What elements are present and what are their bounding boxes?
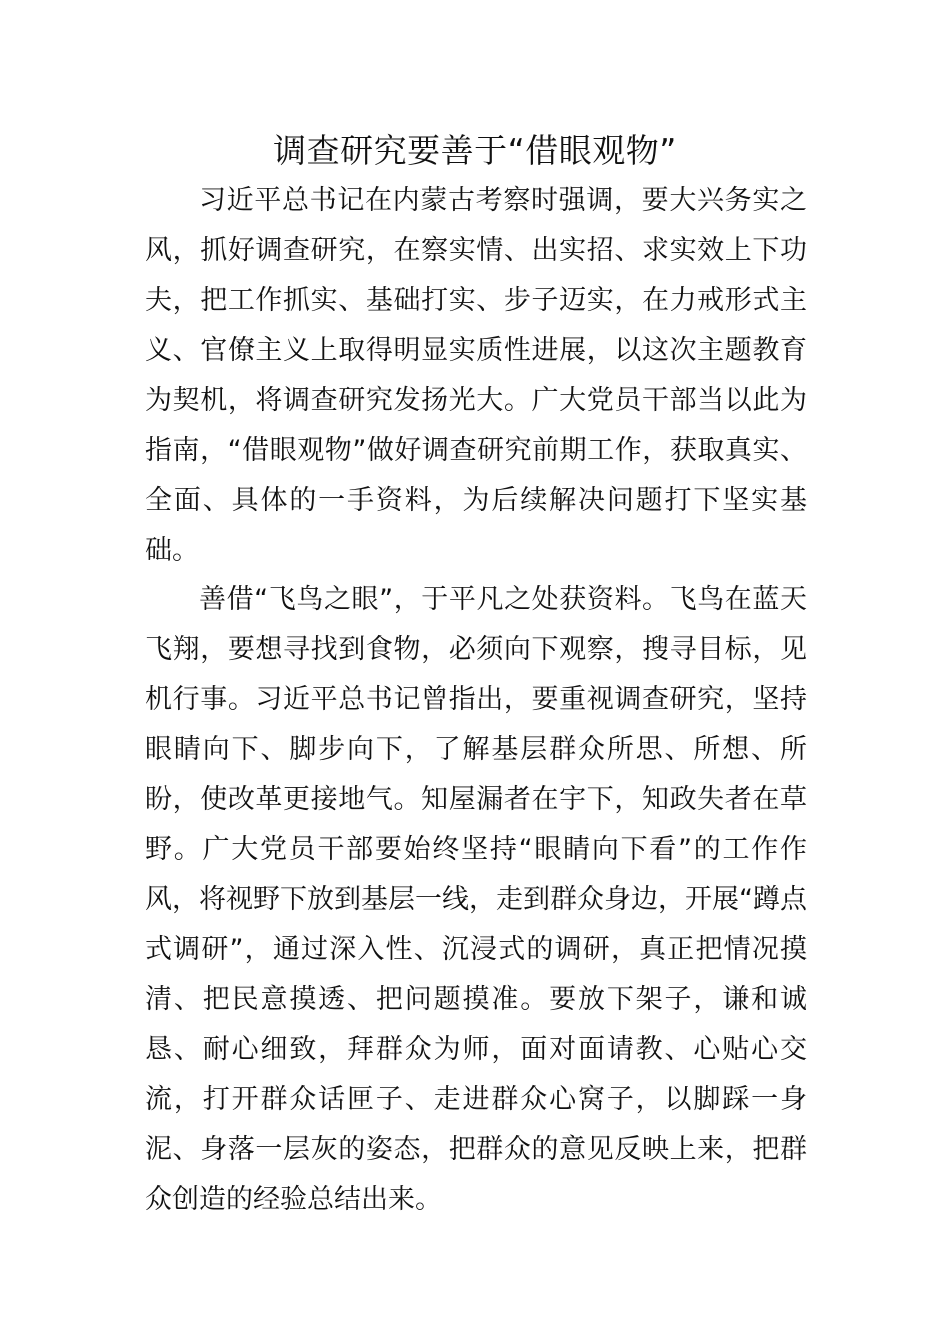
paragraph-intro: 习近平总书记在内蒙古考察时强调，要大兴务实之风，抓好调查研究，在察实情、出实招、求实效上下功夫，把工作抓实、基础打实、步子迈实，在力戒形式主义、官僚主义上取得明显实质性进展，以这次主题教育为契机，将调查研究发扬光大。广大党员干部当以此为指南，“借眼观物”做好调查研究前期工作，获取真实、全面、具体的一手资料，为后续解决问题打下坚实基础。	[145, 185, 807, 566]
document-title: 调查研究要善于“借眼观物”	[273, 131, 677, 170]
paragraph-flying-bird: 善借“飞鸟之眼”，于平凡之处获资料。飞鸟在蓝天飞翔，要想寻找到食物，必须向下观察，搜寻目标，见机行事。习近平总书记曾指出，要重视调查研究，坚持眼睛向下、脚步向下，了解基层群众所思、所想、所盼，使改革更接地气。知屋漏者在宇下，知政失者在草野。广大党员干部要始终坚持“眼睛向下看”的工作作风，将视野下放到基层一线，走到群众身边，开展“蹲点式调研”，通过深入性、沉浸式的调研，真正把情况摸清、把民意摸透、把问题摸准。要放下架子，谦和诚恳、耐心细致，拜群众为师，面对面请教、心贴心交流，打开群众话匣子、走进群众心窝子，以脚踩一身泥、身落一层灰的姿态，把群众的意见反映上来，把群众创造的经验总结出来。	[145, 584, 807, 1215]
